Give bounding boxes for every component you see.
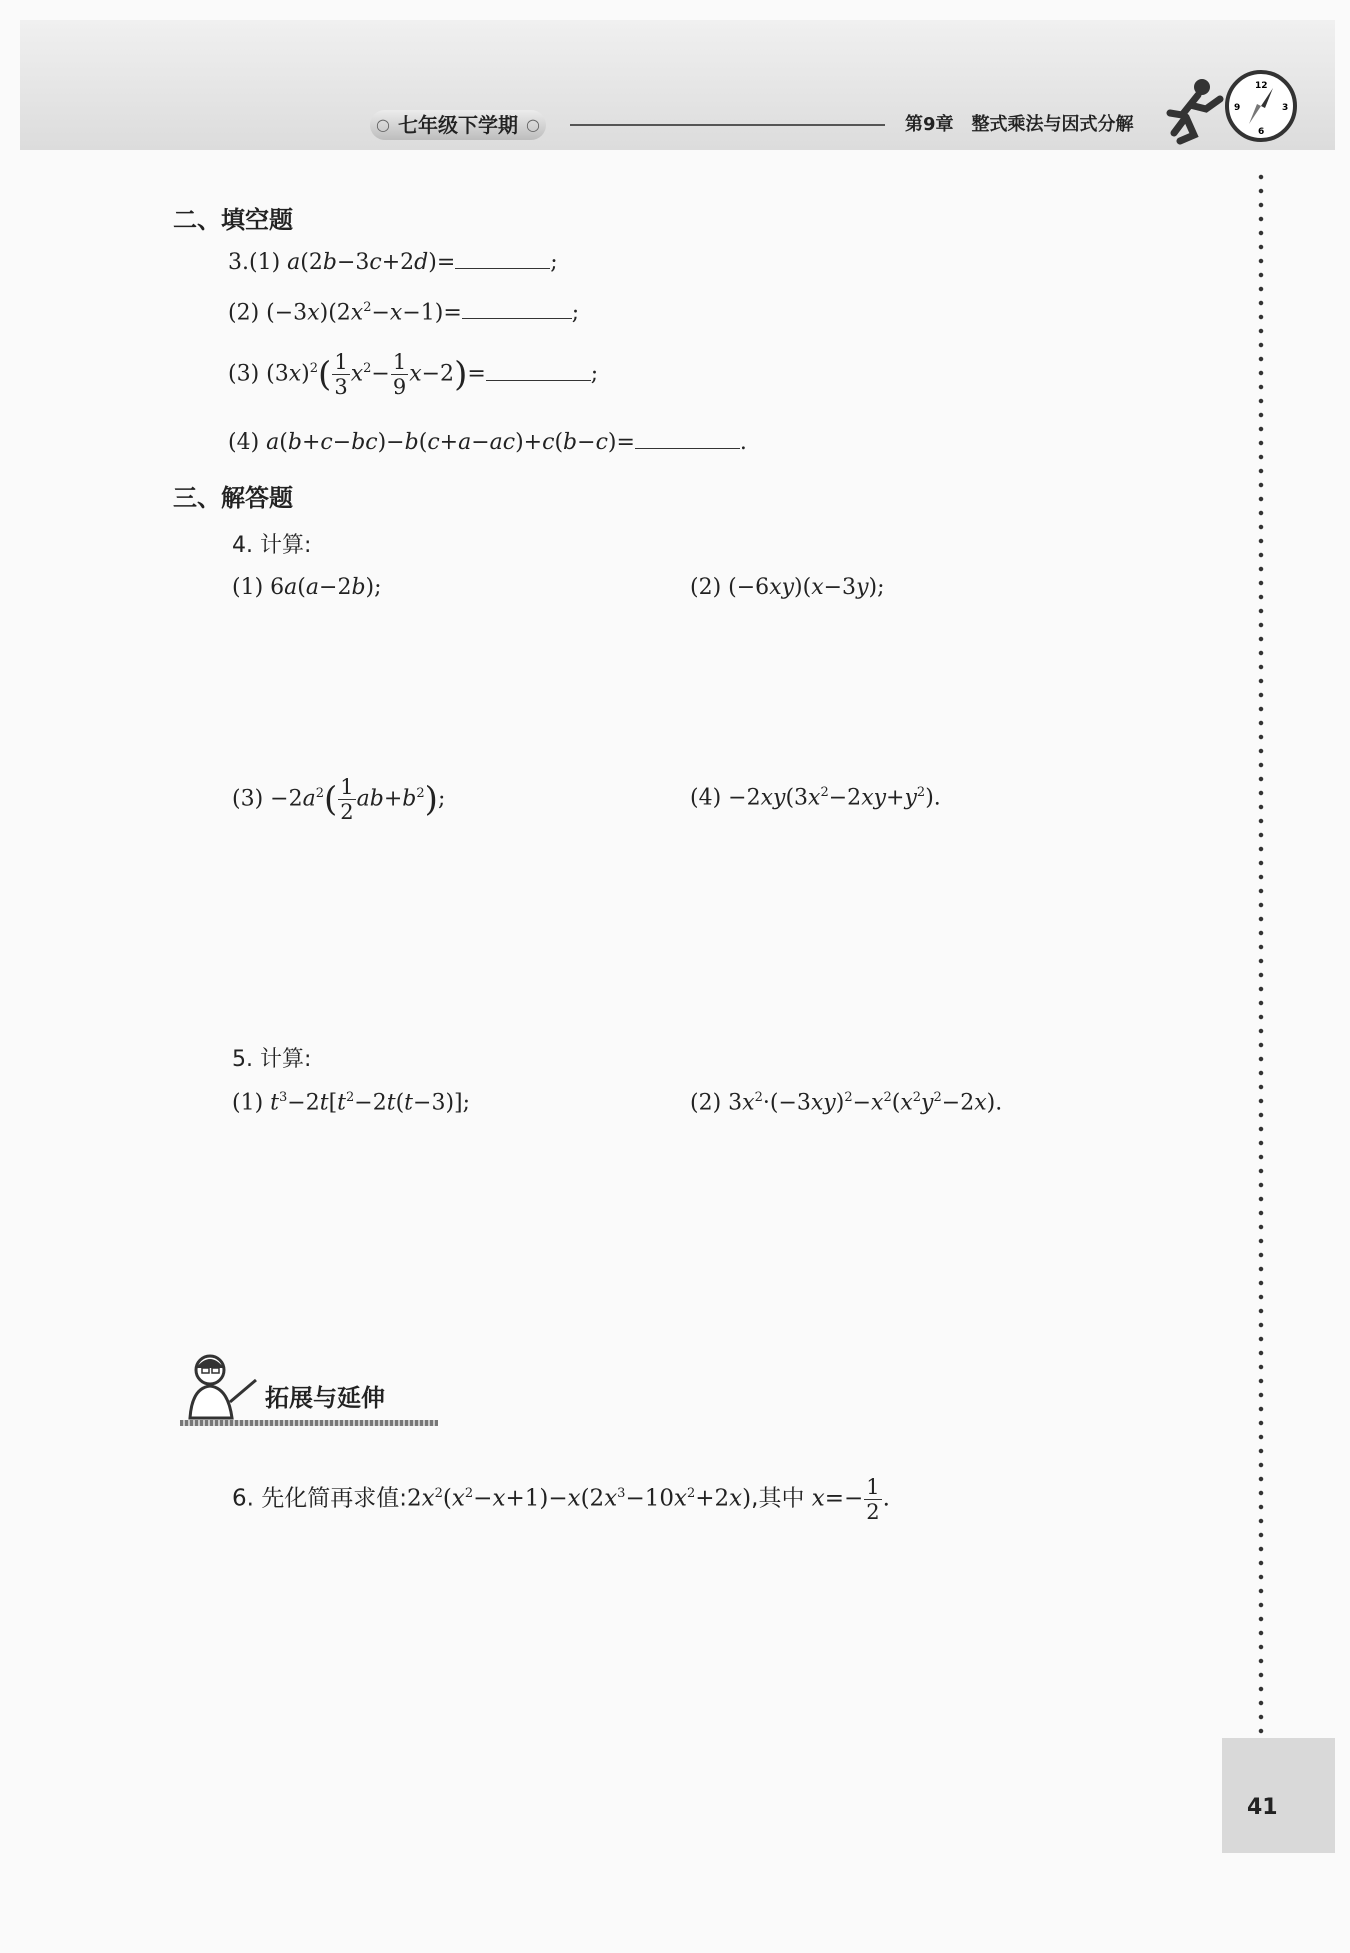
question-5-2: (2) $3x^2\cdot(-3xy)^2-x^2(x^2y^2-2x)$. [690, 1090, 1003, 1116]
page-number: 41 [1247, 1795, 1278, 1820]
question-3-1: 3.(1) a(2b−3c+2d)= ; [228, 250, 558, 275]
svg-text:3: 3 [1282, 103, 1289, 113]
svg-text:6: 6 [1258, 127, 1265, 137]
question-4-1: (1) 6a(a−2b); [232, 575, 382, 600]
question-3-2: (2) $(-3x)(2x^2-x-1)=$ ; [228, 300, 580, 326]
q4-3-label: (3) [232, 786, 264, 812]
svg-text:9: 9 [1234, 103, 1241, 113]
section-fill-blank-title: 二、填空题 [173, 206, 293, 234]
extension-title: 拓展与延伸 [265, 1384, 385, 1412]
q4-2-label: (2) [690, 575, 722, 600]
q3-3-label: (3) [228, 361, 260, 387]
q4-4-label: (4) [690, 785, 722, 811]
q5-2-label: (2) [690, 1090, 722, 1116]
section-answer-title: 三、解答题 [173, 484, 293, 512]
extension-underline [180, 1420, 438, 1426]
question-5-1: (1) $t^3-2t[t^2-2t(t-3)]$; [232, 1090, 471, 1116]
question-4-title: 4. 计算: [232, 533, 312, 558]
page-number-box [1222, 1738, 1335, 1853]
q6-label: 6. 先化简再求值: [232, 1485, 408, 1512]
svg-text:12: 12 [1255, 81, 1268, 91]
chapter-number: 第9章 [905, 114, 954, 135]
compass-clock-icon [1225, 70, 1297, 142]
q3-4-label: (4) [228, 430, 260, 455]
header-rule [570, 124, 885, 126]
q4-1-label: (1) [232, 575, 264, 600]
margin-dotted-line [1258, 170, 1264, 1740]
question-3-3: (3) $(3x)^2$( $\frac{1}{3}$ $x^2-$ $\frac{1}{9}$ x−2)= ; [228, 350, 599, 399]
grade-label: ○ 七年级下学期 ○ [370, 110, 546, 140]
question-5-title: 5. 计算: [232, 1047, 312, 1072]
q6-where: ,其中 [751, 1485, 805, 1512]
header-band [20, 20, 1335, 150]
question-6: 6. 先化简再求值$:2x^2(x^2-x+1)-x(2x^3-10x^2+2x)$,其中 x=− $\frac{1}{2}$ . [232, 1475, 890, 1524]
q5-1-label: (1) [232, 1090, 264, 1116]
chapter-heading [905, 110, 1134, 140]
question-3-4: (4) a(b+c−bc)−b(c+a−ac)+c(b−c)= . [228, 430, 747, 455]
question-4-4: $(4) -2xy(3x^2-2xy+y^2)$. [690, 785, 941, 811]
runner-icon [1160, 75, 1230, 145]
question-4-3: $(3) -2a^2$( $\frac{1}{2}$ $ab+b^2$); [232, 775, 446, 824]
question-4-2: (2) (−6xy)(x−3y); [690, 575, 885, 600]
q3-2-label: (2) [228, 300, 260, 326]
teacher-icon [180, 1350, 260, 1420]
chapter-title: 整式乘法与因式分解 [971, 114, 1134, 135]
q3-label: 3.(1) [228, 250, 281, 275]
